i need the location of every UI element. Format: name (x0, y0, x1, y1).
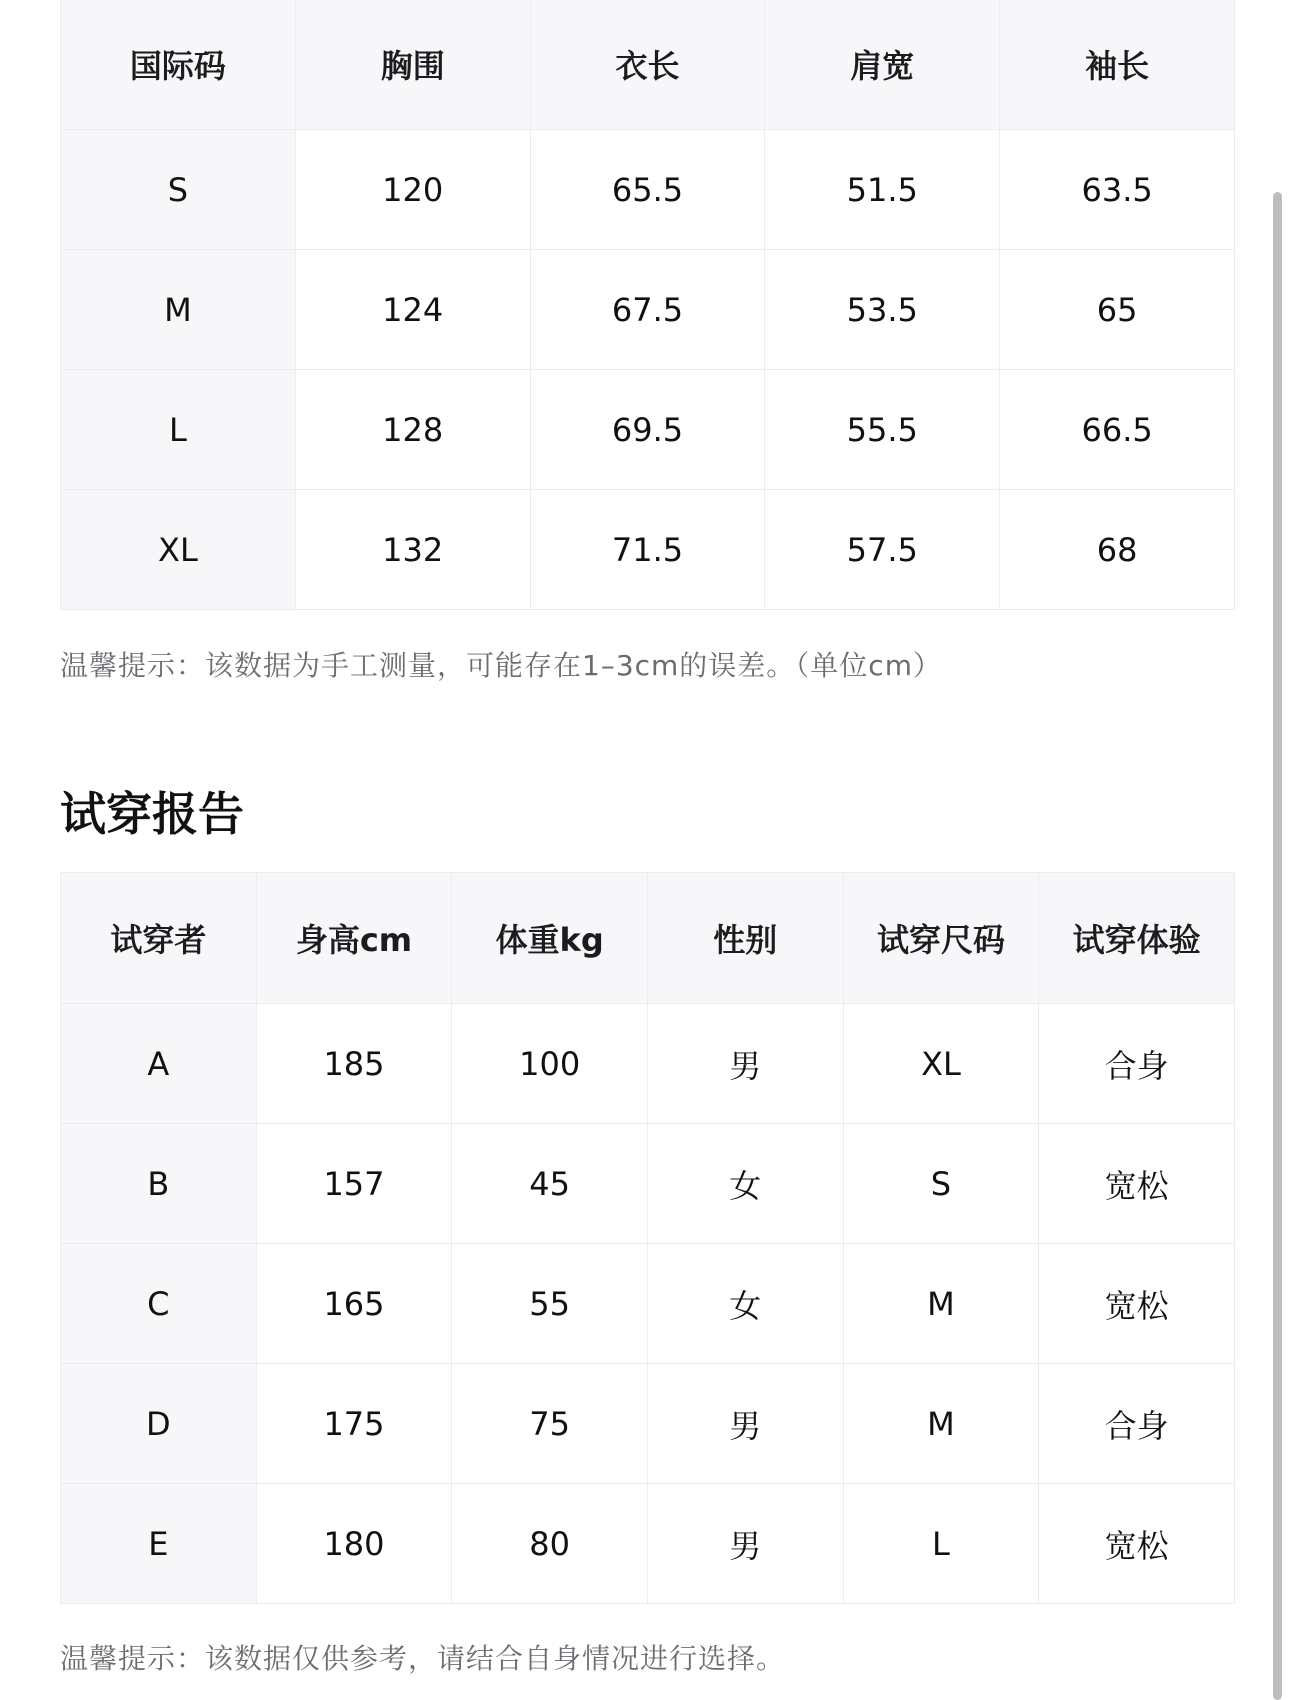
fit-cell: 合身 (1039, 1364, 1235, 1484)
weight-cell: 45 (452, 1124, 648, 1244)
table-row (61, 1364, 1235, 1484)
length-cell: 65.5 (530, 130, 765, 250)
header-weight: 体重kg (452, 873, 648, 1004)
gender-cell: 男 (647, 1364, 843, 1484)
gender-cell: 男 (647, 1004, 843, 1124)
tester-cell: C (61, 1244, 257, 1364)
height-cell: 180 (256, 1484, 452, 1604)
gender-cell: 女 (647, 1124, 843, 1244)
table-row (61, 1004, 1235, 1124)
vertical-scrollbar[interactable] (1273, 192, 1282, 1700)
height-cell: 165 (256, 1244, 452, 1364)
fit-cell: 宽松 (1039, 1244, 1235, 1364)
trial-size-cell: S (843, 1124, 1039, 1244)
header-chest: 胸围 (295, 0, 530, 130)
chest-cell: 132 (295, 490, 530, 610)
header-length: 衣长 (530, 0, 765, 130)
fit-cell: 宽松 (1039, 1484, 1235, 1604)
sleeve-cell: 68 (1000, 490, 1235, 610)
header-sleeve: 袖长 (1000, 0, 1235, 130)
gender-cell: 男 (647, 1484, 843, 1604)
size-table-header-row (61, 0, 1235, 130)
table-row (61, 1124, 1235, 1244)
table-row (61, 1484, 1235, 1604)
length-cell: 71.5 (530, 490, 765, 610)
weight-cell: 75 (452, 1364, 648, 1484)
trial-size-cell: L (843, 1484, 1039, 1604)
chest-cell: 120 (295, 130, 530, 250)
table-row (61, 130, 1235, 250)
trial-report-note: 温馨提示：该数据仅供参考，请结合自身情况进行选择。 (60, 1642, 786, 1675)
length-cell: 69.5 (530, 370, 765, 490)
trial-report-table (60, 872, 1235, 1604)
shoulder-cell: 55.5 (765, 370, 1000, 490)
fit-cell: 宽松 (1039, 1124, 1235, 1244)
shoulder-cell: 51.5 (765, 130, 1000, 250)
table-row (61, 1244, 1235, 1364)
gender-cell: 女 (647, 1244, 843, 1364)
sleeve-cell: 66.5 (1000, 370, 1235, 490)
tester-cell: E (61, 1484, 257, 1604)
trial-size-cell: M (843, 1364, 1039, 1484)
header-international-size: 国际码 (61, 0, 296, 130)
table-row (61, 490, 1235, 610)
shoulder-cell: 57.5 (765, 490, 1000, 610)
table-row (61, 250, 1235, 370)
table-row (61, 370, 1235, 490)
size-cell: XL (61, 490, 296, 610)
size-cell: L (61, 370, 296, 490)
tester-cell: D (61, 1364, 257, 1484)
header-height: 身高cm (256, 873, 452, 1004)
trial-table-header-row (61, 873, 1235, 1004)
trial-size-cell: XL (843, 1004, 1039, 1124)
tester-cell: A (61, 1004, 257, 1124)
sleeve-cell: 65 (1000, 250, 1235, 370)
length-cell: 67.5 (530, 250, 765, 370)
size-cell: M (61, 250, 296, 370)
weight-cell: 100 (452, 1004, 648, 1124)
size-cell: S (61, 130, 296, 250)
trial-size-cell: M (843, 1244, 1039, 1364)
chest-cell: 124 (295, 250, 530, 370)
height-cell: 157 (256, 1124, 452, 1244)
sleeve-cell: 63.5 (1000, 130, 1235, 250)
tester-cell: B (61, 1124, 257, 1244)
shoulder-cell: 53.5 (765, 250, 1000, 370)
header-fit-experience: 试穿体验 (1039, 873, 1235, 1004)
header-tester: 试穿者 (61, 873, 257, 1004)
header-shoulder: 肩宽 (765, 0, 1000, 130)
height-cell: 175 (256, 1364, 452, 1484)
fit-cell: 合身 (1039, 1004, 1235, 1124)
chest-cell: 128 (295, 370, 530, 490)
trial-report-title: 试穿报告 (60, 787, 244, 841)
weight-cell: 80 (452, 1484, 648, 1604)
header-gender: 性别 (647, 873, 843, 1004)
height-cell: 185 (256, 1004, 452, 1124)
header-trial-size: 试穿尺码 (843, 873, 1039, 1004)
size-table-note: 温馨提示：该数据为手工测量，可能存在1–3cm的误差。（单位cm） (60, 649, 942, 682)
size-table (60, 0, 1235, 610)
weight-cell: 55 (452, 1244, 648, 1364)
